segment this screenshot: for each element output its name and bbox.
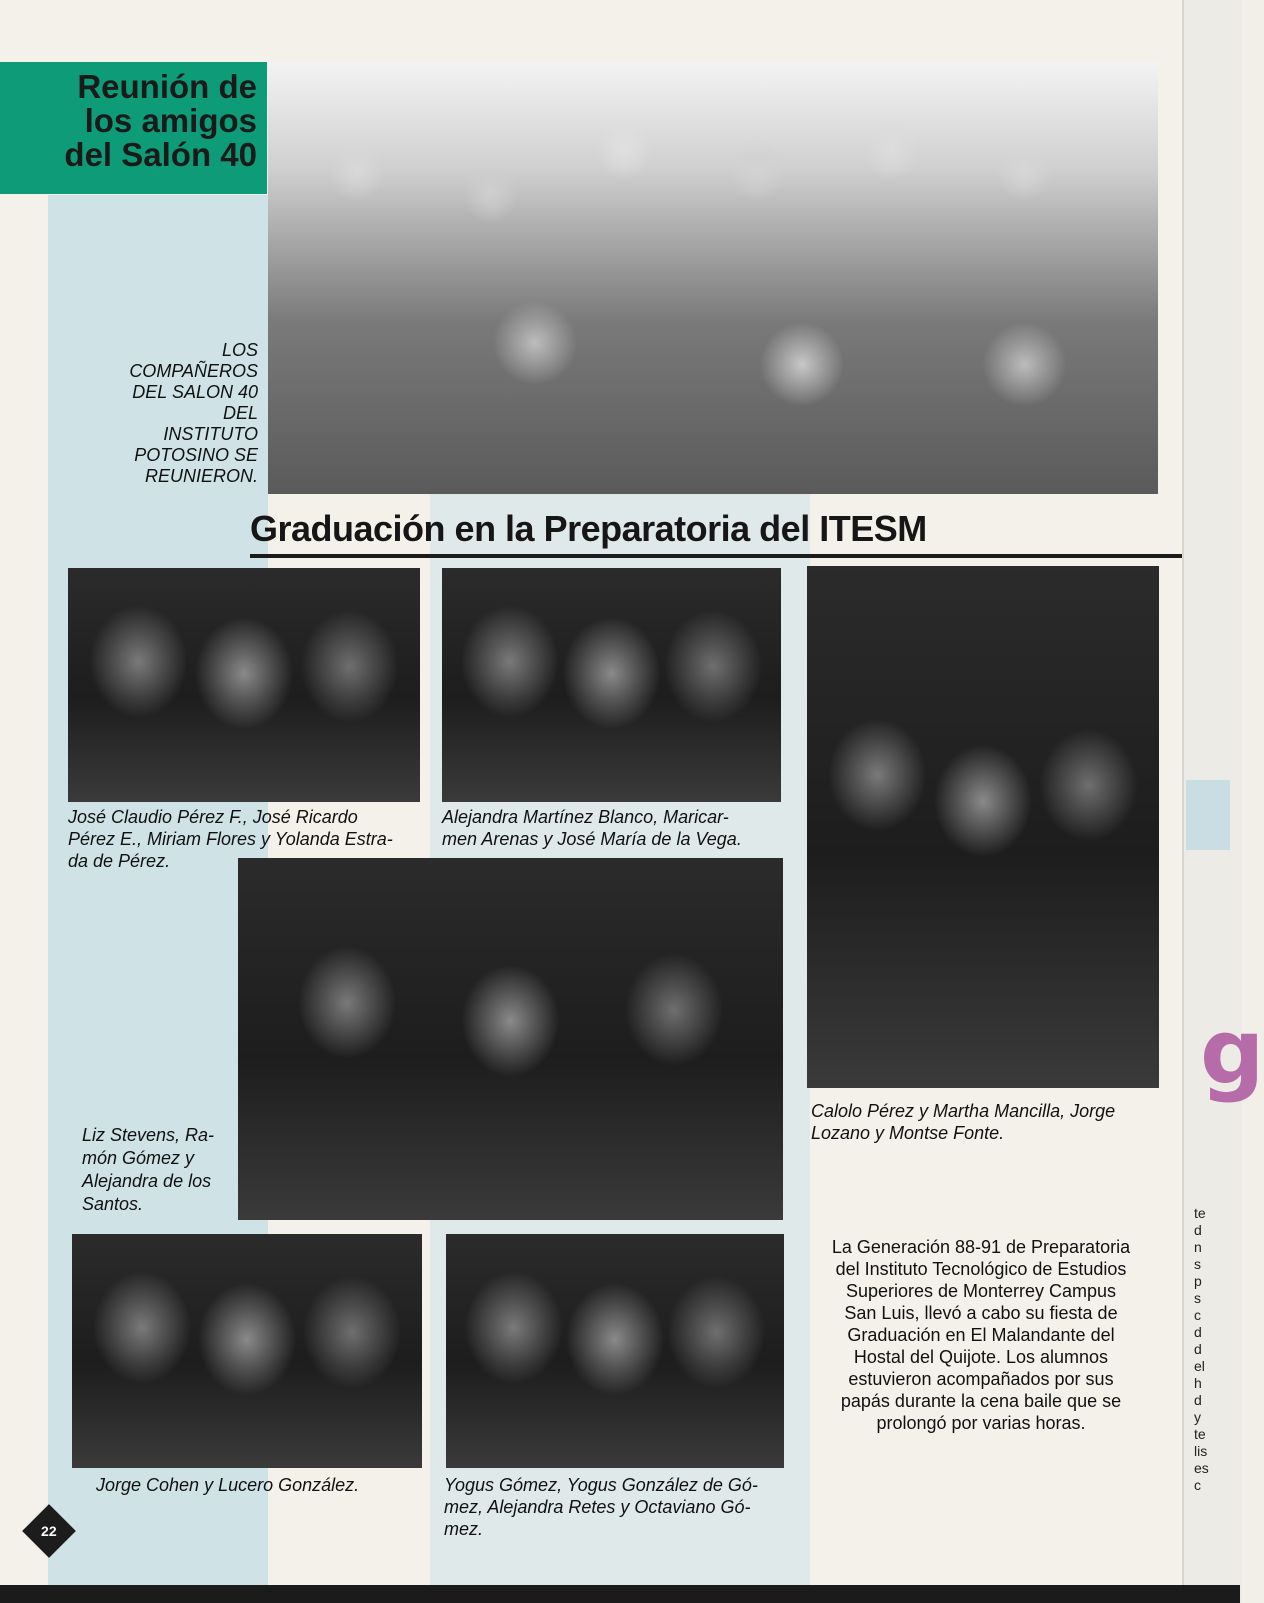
group-photo [268, 62, 1158, 494]
caption-photo-martinez-arenas-vega: Alejandra Martínez Blanco, Maricar- men Arenas y José María de la Vega. [442, 807, 742, 849]
caption-photo-cohen-gonzalez: Jorge Cohen y Lucero González. [96, 1475, 360, 1495]
photo-cohen-gonzalez [72, 1234, 422, 1468]
next-page-color-block [1186, 780, 1230, 850]
scan-bottom-edge [0, 1585, 1240, 1603]
page-number-badge: 22 [22, 1504, 76, 1558]
photo-perez-family [68, 568, 420, 802]
photo-stevens-gomez-santos [238, 858, 783, 1220]
graduation-heading: Graduación en la Preparatoria del ITESM [250, 508, 927, 549]
graduation-body-text: La Generación 88-91 de Preparatoria del Instituto Tecnológico de Estudios Superiores de Monterrey Campus San Luis, llevó a cabo su fiesta de Graduación en El Malandante del Hostal del Quijote. Los alumnos estuvieron acompañados por sus papás durante la cena baile que se prolongó por varias horas. [831, 1237, 1131, 1433]
caption-photo-gomez-retes: Yogus Gómez, Yogus González de Gó- mez, Alejandra Retes y Octaviano Gó- mez. [444, 1475, 758, 1539]
caption-photo-stevens-gomez-santos: Liz Stevens, Ra- món Gómez y Alejandra de los Santos. [82, 1125, 215, 1214]
caption-photo-perez-family: José Claudio Pérez F., José Ricardo Pérez E., Miriam Flores y Yolanda Estra- da de Pérez. [68, 807, 393, 871]
reunion-title: Reunión de los amigos del Salón 40 [0, 62, 267, 194]
photo-perez-mancilla-lozano-fonte [807, 566, 1159, 1088]
next-page-text-fragment: te d n s p s c d d el h d y te lis es c [1194, 1205, 1209, 1493]
next-page-glyph: g [1200, 1000, 1264, 1105]
heading-rule [250, 554, 1182, 558]
photo-martinez-arenas-vega [442, 568, 781, 802]
group-photo-caption: LOS COMPAÑEROS DEL SALON 40 DEL INSTITUTO POTOSINO SE REUNIERON. [129, 340, 258, 486]
photo-gomez-retes [446, 1234, 784, 1468]
next-page-edge [1182, 0, 1264, 1603]
caption-photo-perez-mancilla-lozano-fonte: Calolo Pérez y Martha Mancilla, Jorge Lozano y Montse Fonte. [811, 1101, 1116, 1143]
